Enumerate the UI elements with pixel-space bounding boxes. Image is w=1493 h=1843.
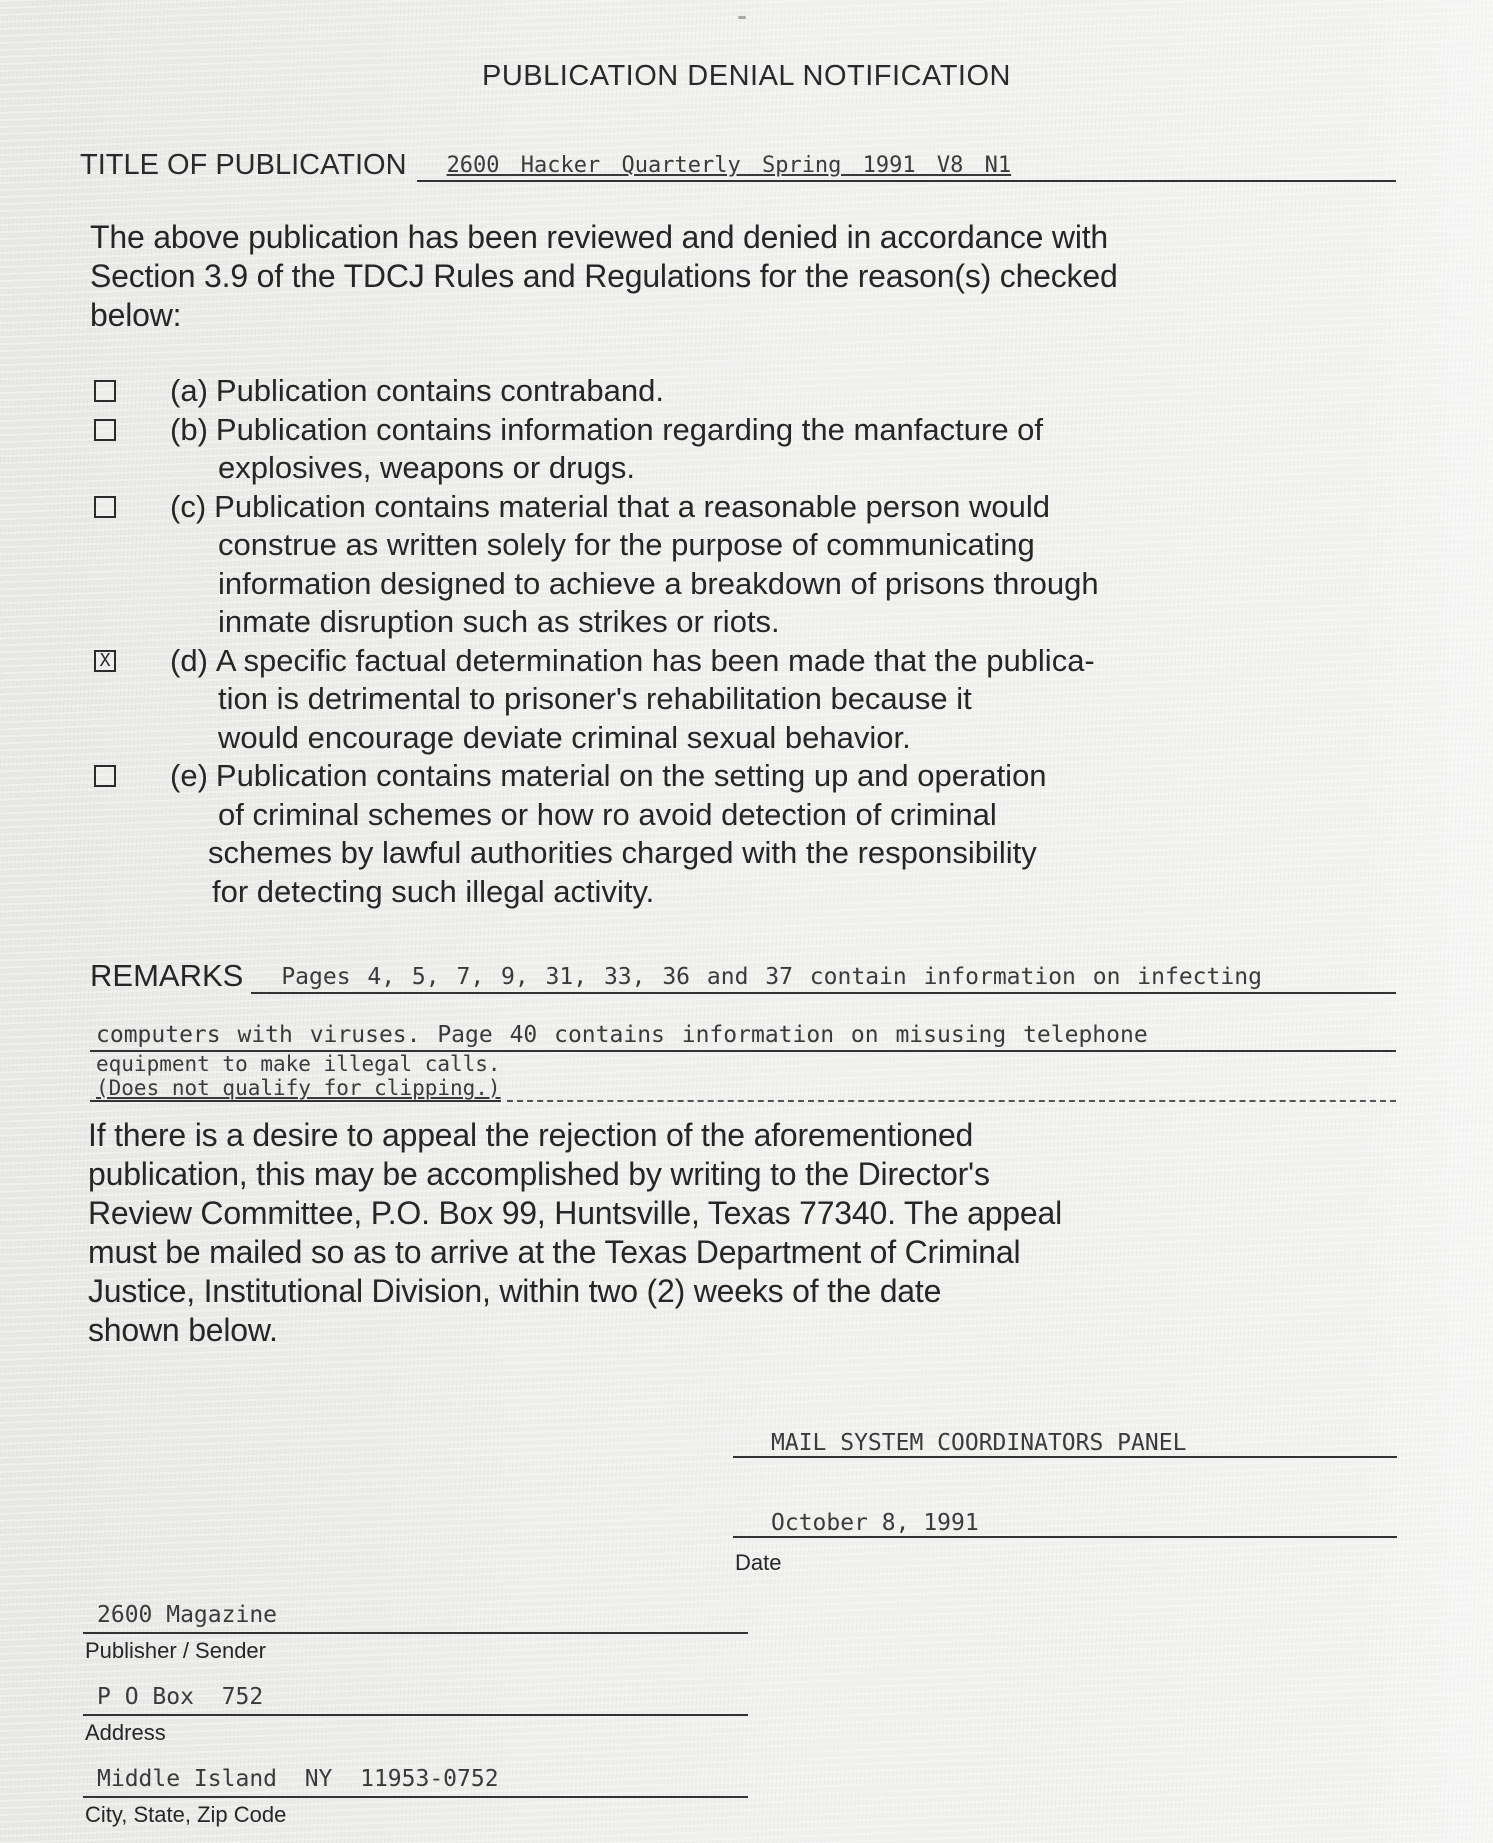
remarks-text: (Does not qualify for clipping.) [90, 1076, 501, 1102]
reason-letter: (b) [170, 411, 208, 447]
reason-text-cont: tion is detrimental to prisoner's rehabilitation because it [218, 681, 972, 716]
appeal-line: publication, this may be accomplished by writing to the Director's [88, 1156, 990, 1192]
reason-text-cont: construe as written solely for the purpose of communicating [218, 527, 1035, 562]
date-label: Date [735, 1550, 782, 1575]
sender-city-field: Middle Island NY 11953-0752 [83, 1758, 748, 1798]
remarks-text: equipment to make illegal calls. [96, 1052, 501, 1076]
intro-line: The above publication has been reviewed and denied in accordance with [90, 219, 1109, 255]
remarks-text: computers with viruses. Page 40 contains information on misusing telephone [90, 1020, 1396, 1052]
checkbox-reason-a[interactable] [94, 380, 116, 402]
sender-address-label: Address [85, 1720, 166, 1745]
reason-letter: (d) [170, 642, 208, 678]
remarks-text: Pages 4, 5, 7, 9, 31, 33, 36 and 37 contain information on infecting [281, 964, 1262, 990]
intro-line: Section 3.9 of the TDCJ Rules and Regulations for the reason(s) checked [90, 258, 1118, 294]
intro-paragraph [90, 218, 1350, 335]
sender-city-label: City, State, Zip Code [85, 1802, 287, 1827]
reason-letter: (c) [170, 488, 207, 524]
publication-title-label: TITLE OF PUBLICATION [80, 149, 407, 181]
appeal-paragraph [88, 1116, 1348, 1350]
reason-text-cont: would encourage deviate criminal sexual behavior. [218, 719, 911, 755]
publication-title-line [417, 148, 1396, 182]
reason-b [90, 411, 1350, 488]
reason-text-cont: for detecting such illegal activity. [212, 873, 655, 909]
reason-text-cont: inmate disruption such as strikes or riots. [218, 604, 780, 639]
reason-text: Publication contains material that a reasonable person would [214, 488, 1050, 524]
reason-text-cont: information designed to achieve a breakdown of prisons through [218, 565, 1099, 601]
reason-c [90, 488, 1350, 642]
checkbox-reason-e[interactable] [94, 765, 116, 787]
signature-block [733, 1418, 1397, 1576]
publication-title-field [80, 142, 1396, 182]
appeal-line: must be mailed so as to arrive at the Texas Department of Criminal [88, 1234, 1021, 1270]
reason-text-cont: schemes by lawful authorities charged with the responsibility [208, 835, 1037, 870]
remarks-line [251, 962, 1396, 994]
sender-name-label: Publisher / Sender [85, 1638, 266, 1663]
document-title: PUBLICATION DENIAL NOTIFICATION [482, 60, 1011, 92]
reason-e [90, 757, 1350, 911]
reason-letter: (e) [170, 758, 208, 793]
reason-text: Publication contains contraband. [215, 373, 664, 408]
remarks-blank-line [507, 1100, 1396, 1102]
reason-d [90, 642, 1350, 758]
sender-name-field: 2600 Magazine [83, 1594, 748, 1634]
paper-speck [738, 16, 746, 19]
sender-block [83, 1594, 748, 1840]
reason-text-cont: of criminal schemes or how ro avoid detection of criminal [218, 796, 997, 832]
appeal-line: If there is a desire to appeal the rejection of the aforementioned [88, 1117, 974, 1153]
reason-text-cont: explosives, weapons or drugs. [218, 450, 636, 485]
appeal-line: Review Committee, P.O. Box 99, Huntsville, Texas 77340. The appeal [88, 1195, 1063, 1231]
reason-letter: (a) [170, 373, 208, 408]
date-field: October 8, 1991 [733, 1498, 1397, 1538]
checkbox-reason-d-checked[interactable]: X [94, 650, 116, 672]
remarks-last-row [90, 1076, 1396, 1102]
remarks-label: REMARKS [90, 958, 244, 993]
reasons-list [90, 372, 1350, 911]
intro-line: below: [90, 297, 182, 333]
publication-title-value: 2600 Hacker Quarterly Spring 1991 V8 N1 [446, 153, 1012, 178]
reason-text: Publication contains information regarding the manfacture of [215, 411, 1044, 447]
issuer-field: MAIL SYSTEM COORDINATORS PANEL [733, 1418, 1397, 1458]
remarks-section [90, 958, 1396, 1102]
reason-a [90, 372, 1350, 411]
checkbox-reason-c[interactable] [94, 496, 116, 518]
appeal-line: Justice, Institutional Division, within two (2) weeks of the date [88, 1273, 942, 1309]
remarks-row [90, 958, 1396, 994]
appeal-line: shown below. [88, 1312, 278, 1348]
reason-text: Publication contains material on the setting up and operation [215, 758, 1047, 793]
reason-text: A specific factual determination has been made that the publica- [215, 642, 1095, 678]
checkbox-reason-b[interactable] [94, 419, 116, 441]
sender-address-field: P O Box 752 [83, 1676, 748, 1716]
